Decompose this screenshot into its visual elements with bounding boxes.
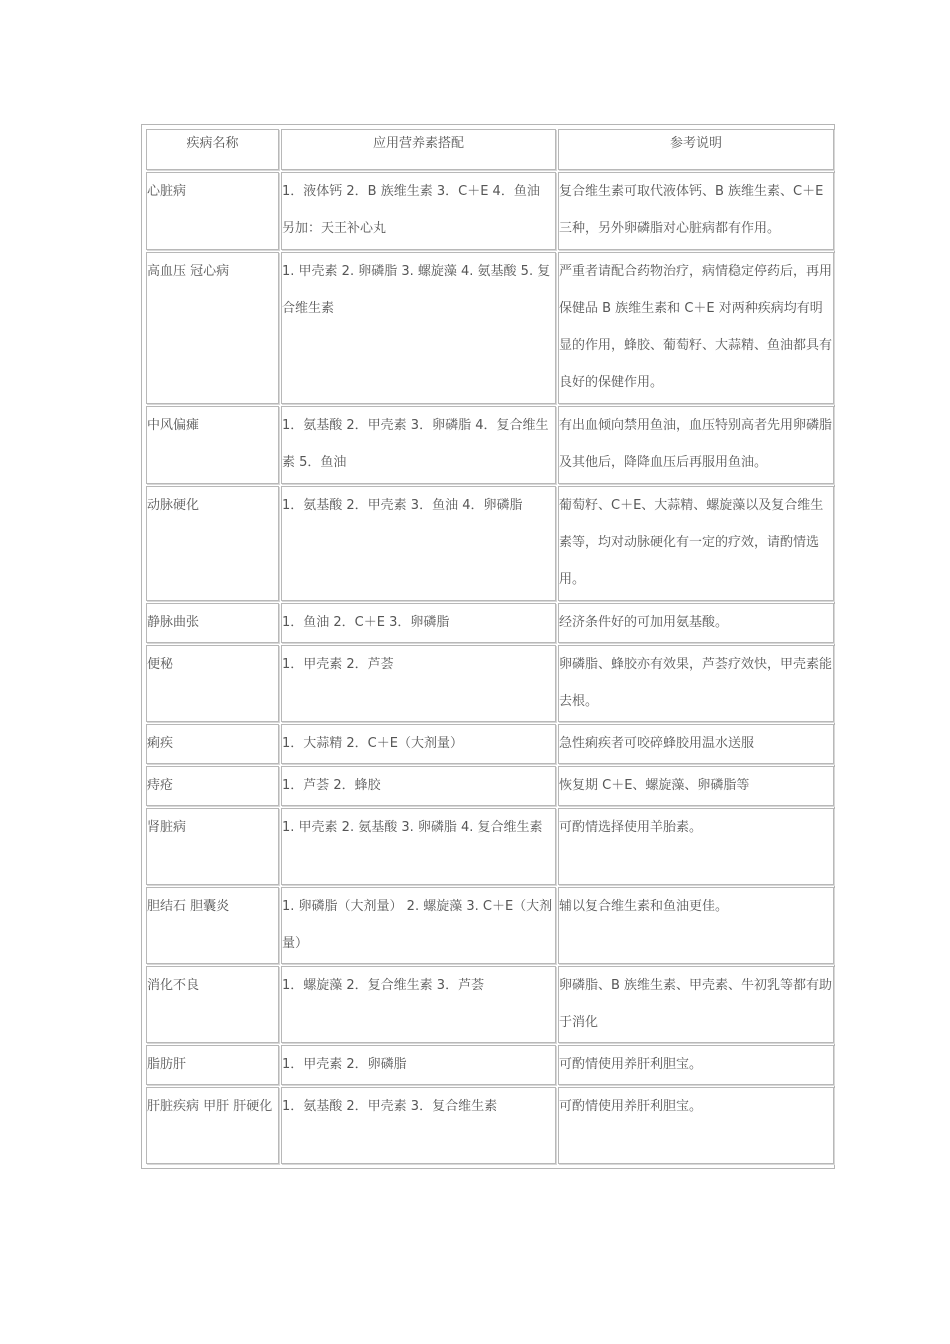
nutrients-cell: 1．螺旋藻 2．复合维生素 3．芦荟 bbox=[281, 966, 556, 1043]
nutrients-cell: 1．液体钙 2．B 族维生素 3．C＋E 4．鱼油 另加：天王补心丸 bbox=[281, 172, 556, 250]
nutrients-cell: 1．芦荟 2．蜂胶 bbox=[281, 766, 556, 806]
table-row bbox=[146, 645, 834, 722]
table-row bbox=[146, 887, 834, 964]
table-row bbox=[146, 1087, 834, 1164]
nutrition-table-container bbox=[141, 124, 835, 1169]
nutrients-cell: 1．氨基酸 2．甲壳素 3．复合维生素 bbox=[281, 1087, 556, 1164]
nutrients-cell: 1. 甲壳素 2. 氨基酸 3. 卵磷脂 4. 复合维生素 bbox=[281, 808, 556, 885]
notes-cell: 恢复期 C＋E、螺旋藻、卵磷脂等 bbox=[558, 766, 834, 806]
table-row bbox=[146, 808, 834, 885]
disease-cell: 肝脏疾病 甲肝 肝硬化 bbox=[146, 1087, 279, 1164]
table-row bbox=[146, 252, 834, 404]
table-row bbox=[146, 406, 834, 484]
nutrition-table bbox=[144, 127, 836, 1166]
disease-cell: 动脉硬化 bbox=[146, 486, 279, 601]
nutrients-cell: 1. 甲壳素 2. 卵磷脂 3. 螺旋藻 4. 氨基酸 5. 复合维生素 bbox=[281, 252, 556, 404]
disease-cell: 胆结石 胆囊炎 bbox=[146, 887, 279, 964]
disease-cell: 消化不良 bbox=[146, 966, 279, 1043]
notes-cell: 辅以复合维生素和鱼油更佳。 bbox=[558, 887, 834, 964]
nutrients-cell: 1．甲壳素 2．芦荟 bbox=[281, 645, 556, 722]
disease-cell: 静脉曲张 bbox=[146, 603, 279, 643]
table-row bbox=[146, 603, 834, 643]
notes-cell: 卵磷脂、B 族维生素、甲壳素、牛初乳等都有助于消化 bbox=[558, 966, 834, 1043]
header-reference-notes: 参考说明 bbox=[558, 129, 834, 170]
notes-cell: 可酌情使用养肝利胆宝。 bbox=[558, 1087, 834, 1164]
nutrients-cell: 1．大蒜精 2．C＋E（大剂量） bbox=[281, 724, 556, 764]
table-header-row bbox=[146, 129, 834, 170]
table-row bbox=[146, 766, 834, 806]
nutrients-cell: 1. 卵磷脂（大剂量） 2. 螺旋藻 3. C＋E（大剂量） bbox=[281, 887, 556, 964]
notes-cell: 经济条件好的可加用氨基酸。 bbox=[558, 603, 834, 643]
nutrients-cell: 1．氨基酸 2．甲壳素 3．卵磷脂 4．复合维生素 5．鱼油 bbox=[281, 406, 556, 484]
table-row bbox=[146, 966, 834, 1043]
table-row bbox=[146, 724, 834, 764]
table-row bbox=[146, 172, 834, 250]
notes-cell: 急性痢疾者可咬碎蜂胶用温水送服 bbox=[558, 724, 834, 764]
notes-cell: 复合维生素可取代液体钙、B 族维生素、C＋E 三种，另外卵磷脂对心脏病都有作用。 bbox=[558, 172, 834, 250]
table-row bbox=[146, 1045, 834, 1085]
disease-cell: 痢疾 bbox=[146, 724, 279, 764]
nutrients-cell: 1．鱼油 2．C＋E 3．卵磷脂 bbox=[281, 603, 556, 643]
disease-cell: 心脏病 bbox=[146, 172, 279, 250]
header-disease-name: 疾病名称 bbox=[146, 129, 279, 170]
nutrients-cell: 1．氨基酸 2．甲壳素 3．鱼油 4．卵磷脂 bbox=[281, 486, 556, 601]
notes-cell: 有出血倾向禁用鱼油，血压特别高者先用卵磷脂及其他后，降降血压后再服用鱼油。 bbox=[558, 406, 834, 484]
disease-cell: 痔疮 bbox=[146, 766, 279, 806]
disease-cell: 高血压 冠心病 bbox=[146, 252, 279, 404]
disease-cell: 中风偏瘫 bbox=[146, 406, 279, 484]
notes-cell: 葡萄籽、C＋E、大蒜精、螺旋藻以及复合维生素等，均对动脉硬化有一定的疗效，请酌情选用。 bbox=[558, 486, 834, 601]
disease-cell: 便秘 bbox=[146, 645, 279, 722]
header-nutrient-combination: 应用营养素搭配 bbox=[281, 129, 556, 170]
notes-cell: 可酌情选择使用羊胎素。 bbox=[558, 808, 834, 885]
notes-cell: 可酌情使用养肝利胆宝。 bbox=[558, 1045, 834, 1085]
notes-cell: 卵磷脂、蜂胶亦有效果，芦荟疗效快，甲壳素能去根。 bbox=[558, 645, 834, 722]
notes-cell: 严重者请配合药物治疗，病情稳定停药后，再用保健品 B 族维生素和 C＋E 对两种疾病均有明显的作用，蜂胶、葡萄籽、大蒜精、鱼油都具有良好的保健作用。 bbox=[558, 252, 834, 404]
nutrients-cell: 1．甲壳素 2．卵磷脂 bbox=[281, 1045, 556, 1085]
disease-cell: 肾脏病 bbox=[146, 808, 279, 885]
table-row bbox=[146, 486, 834, 601]
disease-cell: 脂肪肝 bbox=[146, 1045, 279, 1085]
